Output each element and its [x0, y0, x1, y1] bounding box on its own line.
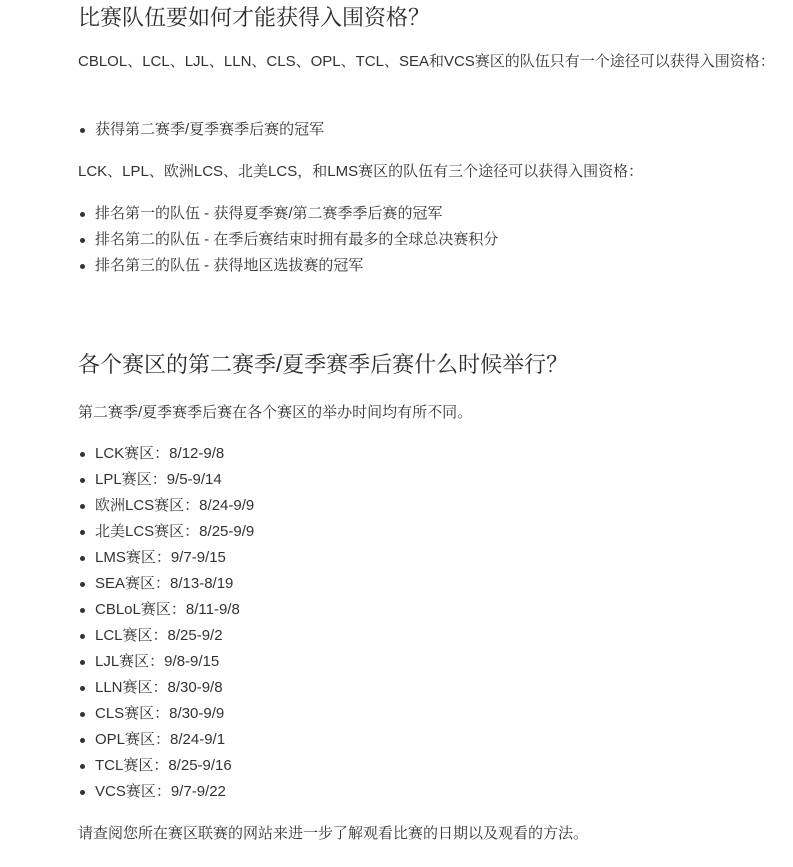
bullet-icon	[80, 504, 85, 509]
list-item: 北美LCS赛区：8/25-9/9	[78, 519, 254, 545]
schedule-list	[78, 441, 254, 805]
bullet-icon	[80, 264, 85, 269]
list-item: LJL赛区：9/8-9/15	[78, 649, 254, 675]
multi-path-list	[78, 201, 498, 279]
list-item: 排名第一的队伍 - 获得夏季赛/第二赛季季后赛的冠军	[78, 201, 498, 227]
list-item: SEA赛区：8/13-8/19	[78, 571, 254, 597]
list-item: VCS赛区：9/7-9/22	[78, 779, 254, 805]
bullet-icon	[80, 556, 85, 561]
bullet-icon	[80, 634, 85, 639]
bullet-icon	[80, 738, 85, 743]
single-path-intro: CBLOL、LCL、LJL、LLN、CLS、OPL、TCL、SEA和VCS赛区的队伍只有一个途径可以获得入围资格：	[78, 53, 775, 70]
list-item: LLN赛区：8/30-9/8	[78, 675, 254, 701]
bullet-icon	[80, 660, 85, 665]
bullet-icon	[80, 582, 85, 587]
list-item: 排名第三的队伍 - 获得地区选拔赛的冠军	[78, 253, 498, 279]
footer-note: 请查阅您所在赛区联赛的网站来进一步了解观看比赛的日期以及观看的方法。	[78, 825, 589, 842]
bullet-icon	[80, 478, 85, 483]
qualification-heading: 比赛队伍要如何才能获得入围资格？	[78, 5, 431, 30]
bullet-icon	[80, 128, 85, 133]
multi-path-intro: LCK、LPL、欧洲LCS、北美LCS，和LMS赛区的队伍有三个途径可以获得入围资格：	[78, 163, 644, 180]
schedule-intro: 第二赛季/夏季赛季后赛在各个赛区的举办时间均有所不同。	[78, 404, 473, 421]
list-item: LMS赛区：9/7-9/15	[78, 545, 254, 571]
bullet-icon	[80, 712, 85, 717]
list-item: LPL赛区：9/5-9/14	[78, 467, 254, 493]
single-path-list	[78, 117, 324, 143]
bullet-icon	[80, 452, 85, 457]
bullet-icon	[80, 790, 85, 795]
bullet-icon	[80, 686, 85, 691]
playoff-schedule-heading: 各个赛区的第二赛季/夏季赛季后赛什么时候举行？	[78, 352, 569, 377]
bullet-icon	[80, 212, 85, 217]
list-item: OPL赛区：8/24-9/1	[78, 727, 254, 753]
bullet-icon	[80, 764, 85, 769]
list-item: 欧洲LCS赛区：8/24-9/9	[78, 493, 254, 519]
list-item: 排名第二的队伍 - 在季后赛结束时拥有最多的全球总决赛积分	[78, 227, 498, 253]
bullet-icon	[80, 608, 85, 613]
list-item: CBLoL赛区：8/11-9/8	[78, 597, 254, 623]
list-item: CLS赛区：8/30-9/9	[78, 701, 254, 727]
list-item: TCL赛区：8/25-9/16	[78, 753, 254, 779]
list-item: 获得第二赛季/夏季赛季后赛的冠军	[78, 117, 324, 143]
bullet-icon	[80, 530, 85, 535]
list-item: LCK赛区：8/12-9/8	[78, 441, 254, 467]
bullet-icon	[80, 238, 85, 243]
list-item: LCL赛区：8/25-9/2	[78, 623, 254, 649]
